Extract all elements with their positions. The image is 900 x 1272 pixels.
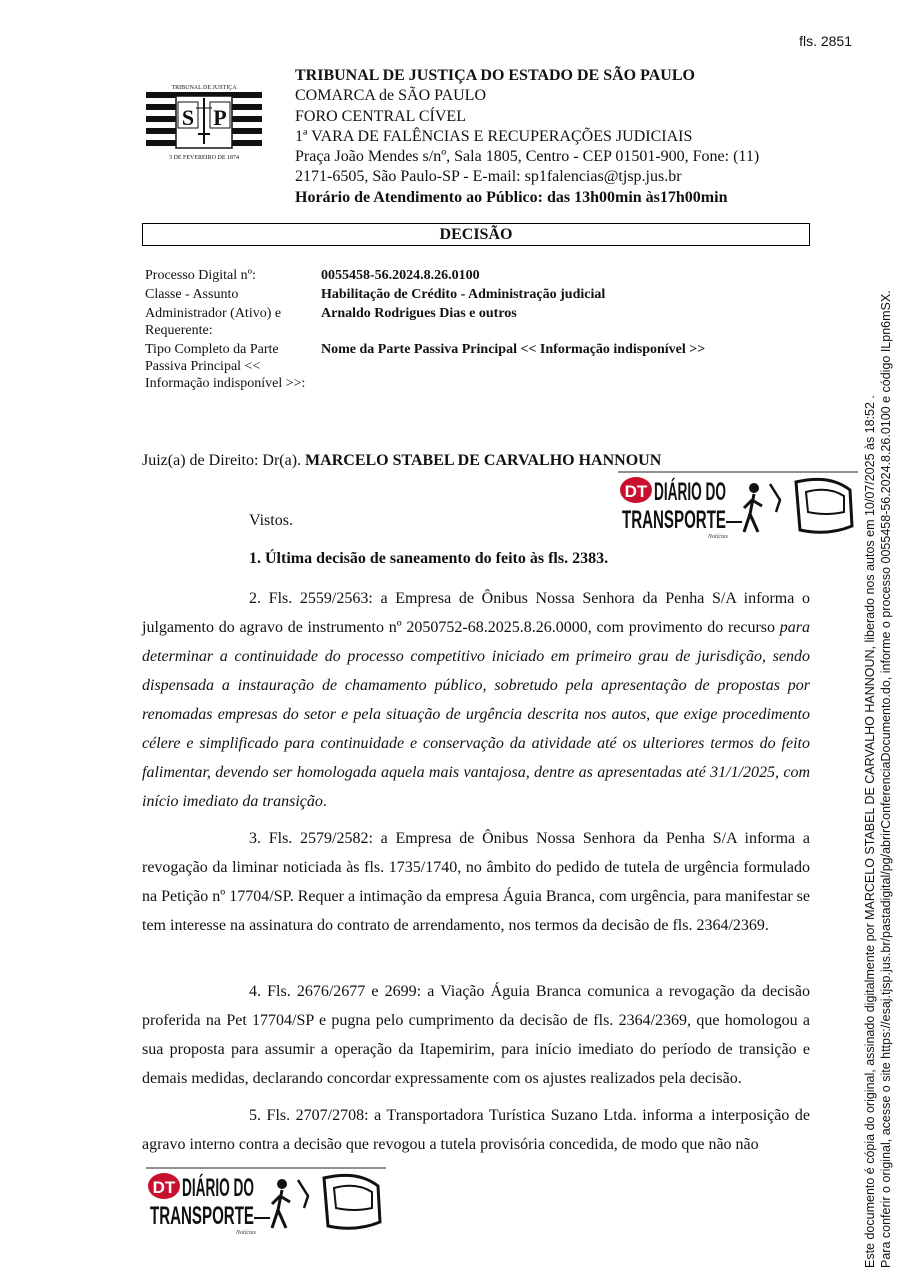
item-3: 3. Fls. 2579/2582: a Empresa de Ônibus Nossa Senhora da Penha S/A informa a revogação da liminar noticiada às fls. 1735/1740, no âmbito do pedido de tutela de urgência formulado na Petição nº 17704/SP. Requer a intimação da empresa Águia Branca, com urgência, para manifestar se tem interesse na assinatura do contrato de arrendamento, nos termos da decisão de fls. 2364/2369. (142, 830, 810, 934)
meta-label: Tipo Completo da Parte Passiva Principal << Informação indisponível >>: (145, 342, 306, 391)
item-4: 4. Fls. 2676/2677 e 2699: a Viação Águia Branca comunica a revogação da decisão proferida na Pet 17704/SP e pugna pelo cumprimento da decisão de fls. 2364/2369, que homologou a sua proposta para assumir a operação da Itapemirim, para início imediato do período de transição e demais medidas, declarando concordar expressamente com os ajustes realizados pela decisão. (142, 983, 810, 1087)
page-number: fls. 2851 (799, 33, 852, 49)
meta-row (145, 305, 815, 339)
court-vara: 1ª VARA DE FALÊNCIAS E RECUPERAÇÕES JUDICIAIS (295, 127, 693, 145)
meta-label: Processo Digital nº: (145, 268, 256, 283)
meta-label: Classe - Assunto (145, 287, 239, 302)
seal-bottom-text: 3 DE FEVEREIRO DE 1874 (169, 155, 239, 161)
meta-value: Habilitação de Crédito - Administração judicial (321, 287, 606, 302)
meta-row (145, 341, 815, 392)
diario-do-transporte-watermark (618, 470, 858, 542)
item-2-end: . (322, 793, 327, 810)
meta-value: Nome da Parte Passiva Principal << Informação indisponível >> (321, 342, 706, 357)
watermark-dt: DT (624, 482, 648, 501)
decision-title: DECISÃO (142, 223, 810, 246)
court-address-line1: Praça João Mendes s/nº, Sala 1805, Centro - CEP 01501-900, Fone: (11) (295, 148, 760, 166)
watermark-line1: DIÁRIO DO (182, 1174, 314, 1202)
process-metadata (145, 267, 815, 394)
court-address-line2: 2171-6505, São Paulo-SP - E-mail: sp1falencias@tjsp.jus.br (295, 168, 682, 186)
signature-line1: Este documento é cópia do original, assinado digitalmente por MARCELO STABEL DE CARVALHO HANNOUN, liberado nos autos em 10/07/2025 às 18:52 . (863, 395, 877, 1268)
meta-value: 0055458-56.2024.8.26.0100 (321, 268, 480, 283)
item-2-quote: para determinar a continuidade do processo competitivo iniciado em primeiro grau de jurisdição, sendo dispensada a instauração de chamamento público, sobretudo pela apresentação de propostas por renomadas empresas do setor e pela situação de urgência descrita nos autos, que exige procedimento célere e simplificado para continuidade e conservação da atividade até os ulteriores termos do feito falimentar, devendo ser homologada aquela mais vantajosa, dentre as apresentadas até 31/1/2025, com início imediato da transição (142, 619, 810, 810)
vistos: Vistos. (249, 512, 293, 529)
watermark-small: Notícias (708, 534, 729, 540)
item-1: 1. Última decisão de saneamento do feito às fls. 2383. (249, 550, 609, 567)
seal-letter-s: S (181, 105, 195, 130)
watermark-line1: DIÁRIO DO (654, 478, 786, 506)
watermark-dt: DT (152, 1178, 176, 1197)
watermark-small: Notícias (236, 1230, 257, 1236)
judge-name: MARCELO STABEL DE CARVALHO HANNOUN (305, 452, 662, 469)
court-hours: Horário de Atendimento ao Público: das 13h00min às17h00min (295, 188, 728, 206)
watermark-line2: TRANSPORTE (150, 1202, 254, 1230)
meta-row (145, 286, 815, 303)
meta-row (145, 267, 815, 284)
signature-line2: Para conferir o original, acesse o site https://esaj.tjsp.jus.br/pastadigital/pg/abrirConferenciaDocumento.do, informe o processo 0055458-56.2024.8.26.0100 e código ILpn6mSX. (879, 290, 893, 1268)
item-2 (142, 584, 810, 816)
item-5: 5. Fls. 2707/2708: a Transportadora Turística Suzano Ltda. informa a interposição de agravo interno contra a decisão que revogou a tutela provisória concedida, de modo que não não (142, 1107, 810, 1153)
court-seal-logo (146, 82, 262, 162)
diario-do-transporte-watermark (146, 1166, 386, 1242)
court-foro: FORO CENTRAL CÍVEL (295, 107, 466, 125)
judge-prefix: Juiz(a) de Direito: Dr(a). (142, 452, 306, 469)
meta-label: Administrador (Ativo) e Requerente: (145, 306, 282, 338)
court-comarca: COMARCA de SÃO PAULO (295, 87, 486, 105)
digital-signature-notice (862, 200, 894, 1268)
seal-letter-p: P (213, 105, 227, 130)
judge-line (142, 452, 661, 470)
watermark-line2: TRANSPORTE (622, 506, 726, 534)
meta-value: Arnaldo Rodrigues Dias e outros (321, 306, 517, 321)
court-name: TRIBUNAL DE JUSTIÇA DO ESTADO DE SÃO PAULO (295, 67, 695, 84)
item-2-text: 2. Fls. 2559/2563: a Empresa de Ônibus Nossa Senhora da Penha S/A informa o julgamento do agravo de instrumento nº 2050752-68.2025.8.26.0000, com provimento do recurso (142, 590, 810, 636)
court-header (295, 66, 815, 208)
seal-top-text: TRIBUNAL DE JUSTIÇA (171, 85, 237, 91)
